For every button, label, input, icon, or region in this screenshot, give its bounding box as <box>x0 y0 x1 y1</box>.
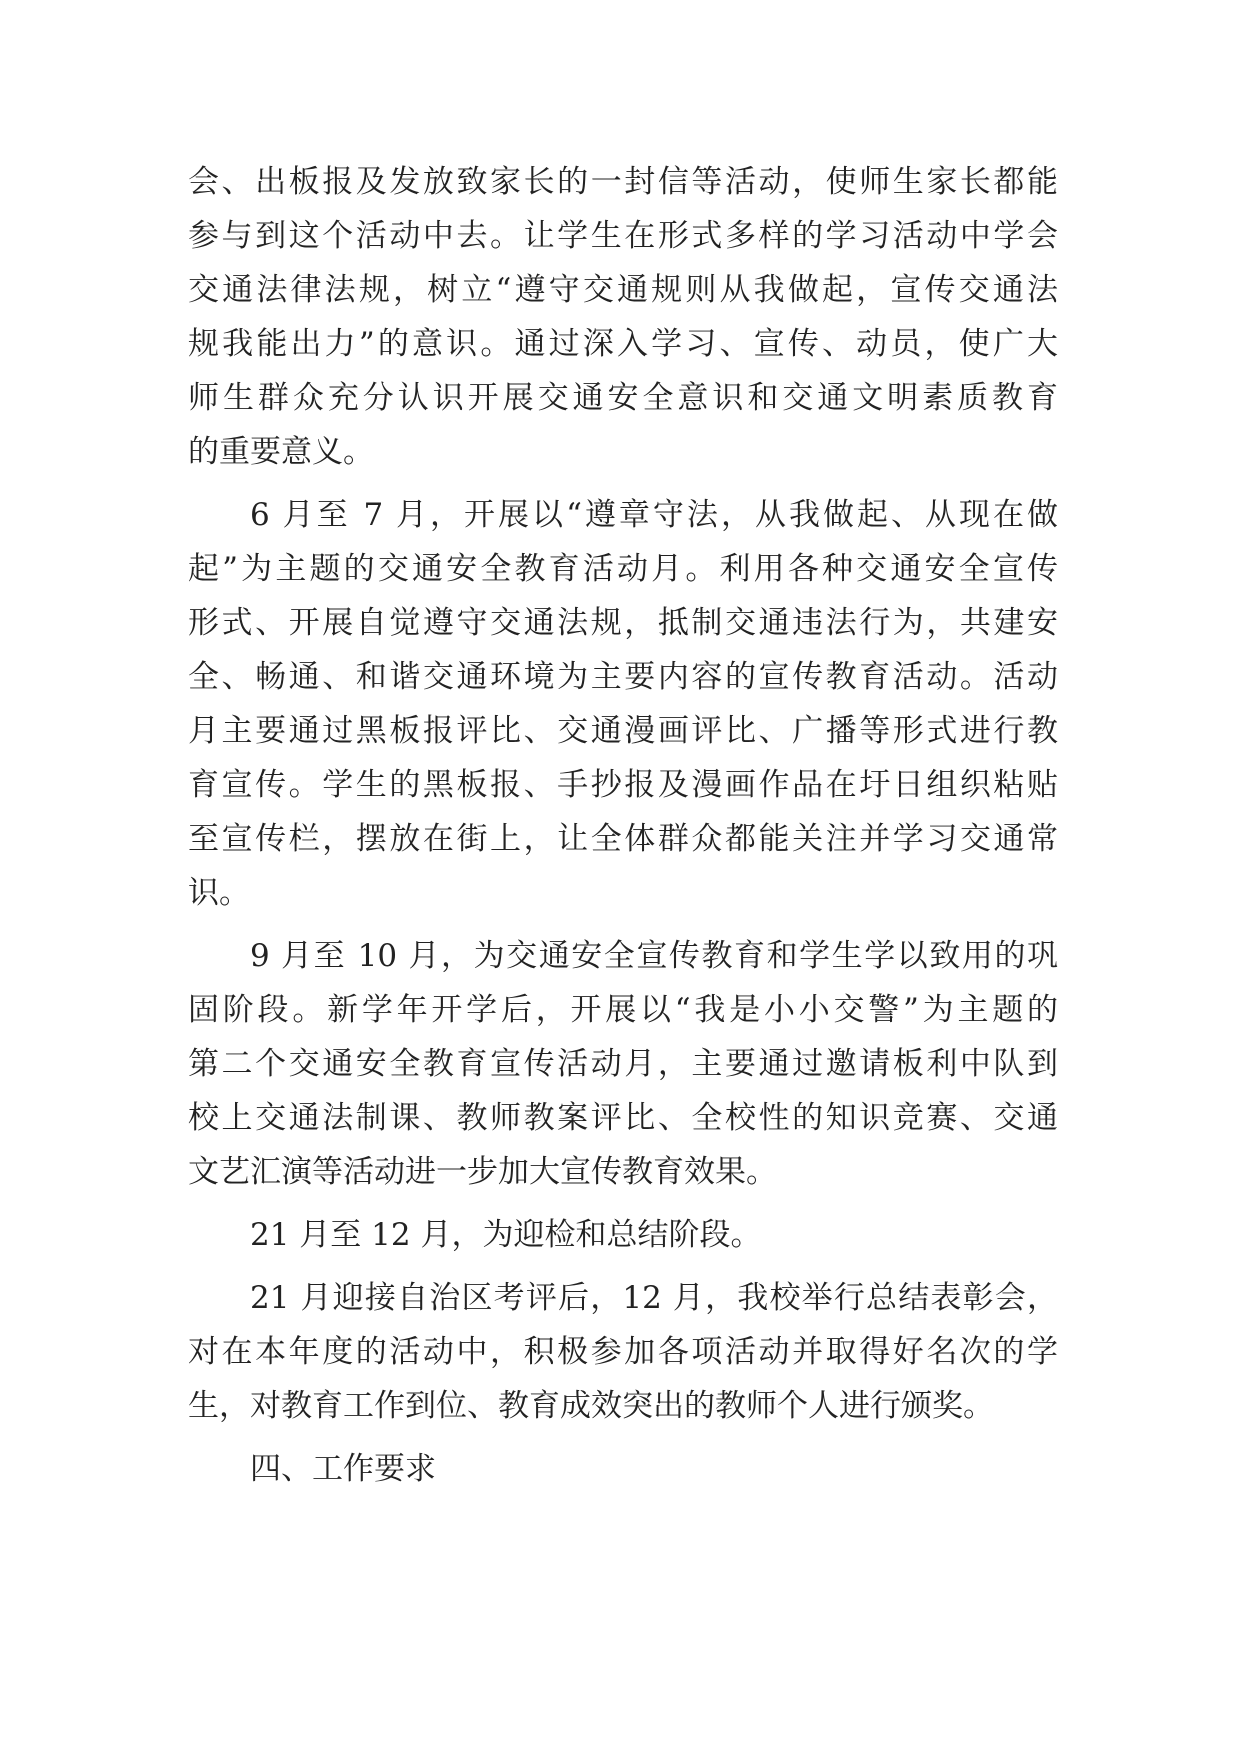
text-line: 月主要通过黑板报评比、交通漫画评比、广播等形式进行教 <box>188 713 1058 749</box>
text-line: 对在本年度的活动中，积极参加各项活动并取得好名次的学 <box>188 1334 1058 1370</box>
text-line: 21 月至 12 月，为迎检和总结阶段。 <box>250 1217 762 1253</box>
text-line: 起”为主题的交通安全教育活动月。利用各种交通安全宣传 <box>188 551 1058 587</box>
text-line: 第二个交通安全教育宣传活动月，主要通过邀请板利中队到 <box>188 1046 1058 1082</box>
document-body <box>188 155 1058 1496</box>
section-heading-work-requirements <box>188 1442 1058 1496</box>
section-heading: 四、工作要求 <box>250 1451 436 1487</box>
text-line: 形式、开展自觉遵守交通法规，抵制交通违法行为，共建安 <box>188 605 1058 641</box>
text-line: 校上交通法制课、教师教案评比、全校性的知识竞赛、交通 <box>188 1100 1058 1136</box>
paragraph-september-october <box>188 929 1058 1199</box>
text-line: 生，对教育工作到位、教育成效突出的教师个人进行颁奖。 <box>188 1388 994 1424</box>
paragraph-june-july <box>188 488 1058 920</box>
paragraph-continuation <box>188 155 1058 479</box>
text-line: 规我能出力”的意识。通过深入学习、宣传、动员，使广大 <box>188 326 1058 362</box>
text-line: 育宣传。学生的黑板报、手抄报及漫画作品在圩日组织粘贴 <box>188 767 1058 803</box>
text-line: 全、畅通、和谐交通环境为主要内容的宣传教育活动。活动 <box>188 659 1058 695</box>
text-line: 识。 <box>188 875 250 911</box>
text-line: 21 月迎接自治区考评后，12 月，我校举行总结表彰会， <box>250 1280 1058 1316</box>
text-line: 9 月至 10 月，为交通安全宣传教育和学生学以致用的巩 <box>250 938 1058 974</box>
text-line: 文艺汇演等活动进一步加大宣传教育效果。 <box>188 1154 777 1190</box>
text-line: 参与到这个活动中去。让学生在形式多样的学习活动中学会 <box>188 218 1058 254</box>
text-line: 会、出板报及发放致家长的一封信等活动，使师生家长都能 <box>188 164 1058 200</box>
text-line: 的重要意义。 <box>188 434 374 470</box>
text-line: 师生群众充分认识开展交通安全意识和交通文明素质教育 <box>188 380 1058 416</box>
text-line: 至宣传栏，摆放在街上，让全体群众都能关注并学习交通常 <box>188 821 1058 857</box>
paragraph-november-december <box>188 1208 1058 1262</box>
text-line: 交通法律法规，树立“遵守交通规则从我做起，宣传交通法 <box>188 272 1058 308</box>
text-line: 6 月至 7 月，开展以“遵章守法，从我做起、从现在做 <box>250 497 1058 533</box>
text-line: 固阶段。新学年开学后，开展以“我是小小交警”为主题的 <box>188 992 1058 1028</box>
paragraph-awards <box>188 1271 1058 1433</box>
